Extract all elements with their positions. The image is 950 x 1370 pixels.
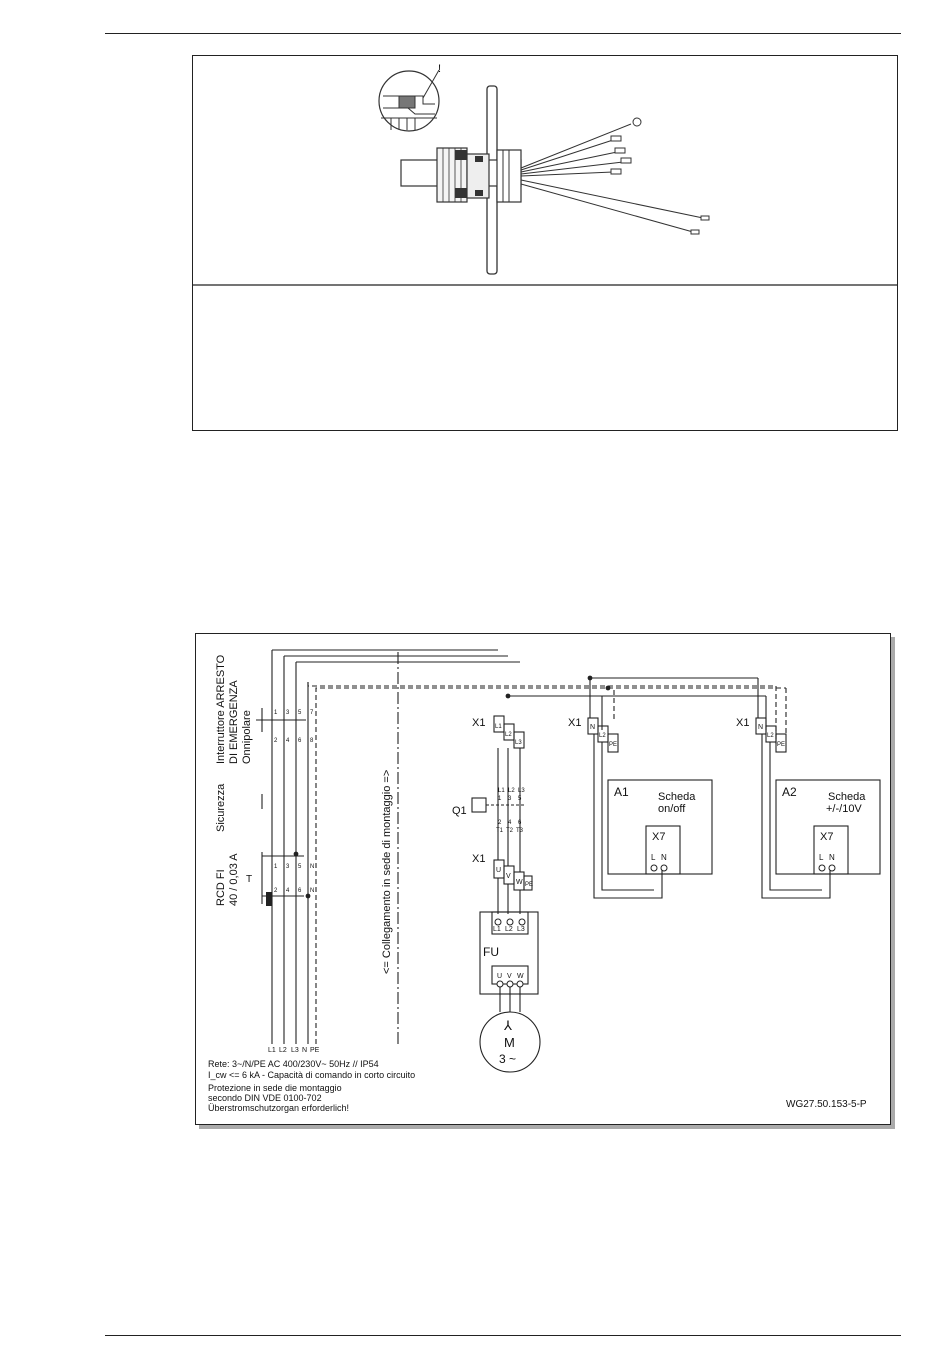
x1-terminal-pe: PE <box>525 882 534 888</box>
supply-terminal-l1: L1 <box>268 1047 276 1054</box>
supply-terminal-pe: PE <box>310 1047 320 1054</box>
motor-name: M <box>504 1035 515 1050</box>
note-line-1: Rete: 3~/N/PE AC 400/230V~ 50Hz // IP54 <box>208 1059 379 1069</box>
x1-terminal-v: V <box>506 873 511 880</box>
fu-output-v: V <box>507 973 512 980</box>
field-wiring-label: <= Collegamento in sede di montaggio => <box>381 769 393 974</box>
a1-terminal-l2: L2 <box>599 733 606 739</box>
q1-terminal-5: 5 <box>518 796 522 802</box>
a2-terminal-l2: L2 <box>767 733 774 739</box>
rcd-terminal-bottom-3: 6 <box>298 888 302 894</box>
switch-terminal-2: 2 <box>274 738 278 744</box>
drawing-number: WG27.50.153-5-P <box>786 1099 867 1110</box>
supply-terminal-l3: L3 <box>291 1047 299 1054</box>
a2-id: A2 <box>782 785 797 799</box>
q1-terminal-4: 4 <box>508 820 512 826</box>
footer-rule <box>105 1335 901 1336</box>
q1-terminal-l1: L1 <box>498 788 505 794</box>
x1-label-motor: X1 <box>472 853 486 865</box>
header-rule <box>105 33 901 34</box>
q1-label: Q1 <box>452 805 467 817</box>
fu-output-u: U <box>497 973 503 980</box>
q1-terminal-2: 2 <box>498 820 502 826</box>
fu-input-l3: L3 <box>517 926 525 933</box>
a2-terminal-n: N <box>758 724 764 731</box>
rcd-terminal-top-4: N <box>310 864 315 870</box>
switch-terminal-7: 7 <box>310 710 314 716</box>
q1-terminal-6: 6 <box>518 820 522 826</box>
gland-figure-box <box>192 55 898 431</box>
q1-terminal-l2: L2 <box>508 788 515 794</box>
fu-output-w: W <box>517 973 524 980</box>
switch-terminal-3: 3 <box>286 710 290 716</box>
x1-terminal-l1: L1 <box>495 724 502 730</box>
q1-terminal-t3: T3 <box>516 828 524 834</box>
x1-terminal-l3: L3 <box>515 740 522 746</box>
note-line-3: Protezione in sede die montaggio <box>208 1083 342 1093</box>
emergency-switch-label-1: Interruttore ARRESTO <box>215 654 227 764</box>
x1-terminal-l2: L2 <box>505 732 512 738</box>
q1-terminal-3: 3 <box>508 796 512 802</box>
a1-terminal-pe: PE <box>609 742 618 748</box>
switch-terminal-8: 8 <box>310 738 314 744</box>
fu-label: FU <box>483 945 499 959</box>
a1-type: on/off <box>658 803 686 815</box>
x1-label-a1: X1 <box>568 717 582 729</box>
detail-callout: ! <box>438 63 442 75</box>
q1-terminal-t2: T2 <box>506 828 514 834</box>
rcd-test-label: T <box>246 874 253 885</box>
x1-label-top: X1 <box>472 717 486 729</box>
x1-terminal-u: U <box>496 867 502 874</box>
wiring-diagram-frame <box>195 633 891 1125</box>
switch-terminal-5: 5 <box>298 710 302 716</box>
a1-pin-n: N <box>661 853 667 862</box>
x1-label-a2: X1 <box>736 717 750 729</box>
rcd-terminal-bottom-2: 4 <box>286 888 290 894</box>
switch-terminal-6: 6 <box>298 738 302 744</box>
emergency-switch-label-2: DI EMERGENZA <box>228 680 240 764</box>
rcd-terminal-top-1: 1 <box>274 864 278 870</box>
a2-pin-n: N <box>829 853 835 862</box>
supply-terminal-n: N <box>302 1047 308 1054</box>
rcd-terminal-top-2: 3 <box>286 864 290 870</box>
a2-connector: X7 <box>820 831 834 843</box>
rcd-terminal-top-3: 5 <box>298 864 302 870</box>
note-line-2: I_cw <= 6 kA - Capacità di comando in corto circuito <box>208 1070 416 1080</box>
a2-name: Scheda <box>828 791 866 803</box>
fuse-label: Sicurezza <box>215 783 227 832</box>
switch-terminal-4: 4 <box>286 738 290 744</box>
cable-gland-drawing <box>193 56 897 430</box>
rcd-label-2: 40 / 0,03 A <box>228 853 240 906</box>
a2-pin-l: L <box>819 853 824 862</box>
a1-id: A1 <box>614 785 629 799</box>
note-line-5: Überstromschutzorgan erforderlich! <box>208 1103 350 1113</box>
motor-connection: ⅄ <box>504 1018 512 1033</box>
q1-terminal-l3: L3 <box>518 788 525 794</box>
a1-terminal-n: N <box>590 724 596 731</box>
supply-terminal-l2: L2 <box>279 1047 287 1054</box>
motor-phase: 3 ~ <box>499 1052 517 1066</box>
fu-input-l2: L2 <box>505 926 513 933</box>
rcd-terminal-bottom-4: N <box>310 888 315 894</box>
a1-name: Scheda <box>658 791 696 803</box>
x1-terminal-w: W <box>516 879 523 886</box>
q1-terminal-1: 1 <box>498 796 502 802</box>
switch-terminal-1: 1 <box>274 710 278 716</box>
a2-terminal-pe: PE <box>777 742 786 748</box>
q1-terminal-t1: T1 <box>496 828 504 834</box>
a2-type: +/-/10V <box>826 803 862 815</box>
rcd-label-1: RCD FI <box>215 869 227 906</box>
a1-pin-l: L <box>651 853 656 862</box>
emergency-switch-label-3: Onnipolare <box>241 710 253 764</box>
note-line-4: secondo DIN VDE 0100-702 <box>208 1093 322 1103</box>
fu-input-l1: L1 <box>493 926 501 933</box>
a1-connector: X7 <box>652 831 666 843</box>
wiring-diagram <box>196 634 890 1124</box>
rcd-terminal-bottom-1: 2 <box>274 888 278 894</box>
